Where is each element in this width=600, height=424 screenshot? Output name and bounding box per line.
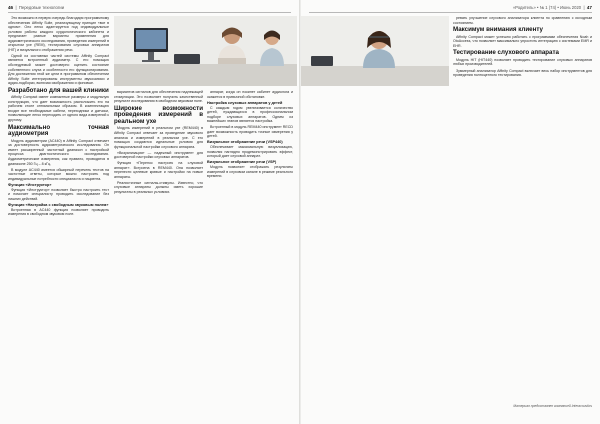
right-page [301, 0, 600, 424]
paragraph: Встроенный в модуль REM440 инструмент RECD дает возможность проводить точные измерения у детей. [207, 125, 293, 139]
left-page-header: 46 | Передовые технологии [8, 5, 65, 10]
sub-heading: Визуальное отображение речи (VSP) [207, 160, 277, 165]
sub-heading: Функция «Инструктор» [8, 182, 52, 187]
left-page-number: 46 [8, 5, 14, 10]
section-heading: Тестирование слухового аппарата [453, 49, 559, 57]
paragraph: Реалистичные сигналы-стимулы. Известно, что слуховые аппараты должны иметь хорошие результаты в реальных условиях. [114, 180, 203, 195]
sub-heading: Визуальное отображение речи (VSP440) [207, 140, 283, 145]
right-page-header: «Родитель» • № 1 (74) • Июнь 2020 | 47 [512, 5, 592, 10]
paragraph: Модуль измерений в реальном ухе (REM440) в Affinity Compact отвечает за проведение звукового анализа и измерений в реальном ухе. С его помощью создаются идеальные условия для функциональной настройки слухового аппарата. [114, 126, 203, 149]
issue-label: «Родитель» • № 1 (74) • Июнь 2020 [512, 5, 582, 10]
paragraph: С каждым годом увеличивается количество детей, нуждающихся в профессиональном подборе слуховых аппаратов. Одним из важнейших этапов является настройка. [207, 105, 293, 124]
paragraph: В модуле AC440 имеется обширный перечень тестов на частотные ответы, которые можно настроить под индивидуальные потребности специалиста и пациента. [8, 167, 109, 181]
article-signature: Материал предоставлен компанией Interacoustics [513, 404, 592, 408]
paragraph: Функция «Перенос настроек на слуховой аппарат». Встроена в REM440. Она позволяет перенести целевые кривые и настройки на новые аппараты. [114, 161, 203, 179]
right-page-number: 47 [586, 5, 592, 10]
section-heading: Максимально точная аудиометрия [8, 123, 109, 138]
section-heading: Разработано для вашей клиники [8, 86, 109, 94]
paragraph: Это возможно в первую очередь благодаря программному обеспечению Affinity Suite, реализующему принцип «все в одном». Оно легко адаптируется под индивидуальные условия работы каждого сурдологического кабинета и предлагает разные варианты применения для аудиометрического исследования, проведения измерений в открытом ухе (REM), тестирования слуховых аппаратов (HIT) и визуального отображения речи. [8, 16, 109, 52]
section-heading: Максимум внимания клиенту [453, 26, 543, 34]
paragraph: Модуль позволяет отображать результаты измерений в слуховом канале в режиме реального времени. [207, 165, 293, 179]
header-rule [8, 12, 291, 13]
left-column-2 [114, 90, 203, 196]
clinic-photo [114, 16, 297, 86]
paragraph: Affinity Compact имеет компактные размеры и модульную конструкцию, что дает возможность расположить его на рабочем столе оптимальным образом. В комплектацию входят все необходимые кабели, переходники и датчики, позволяющие легко переходить от одного вида измерений к другому. [8, 95, 109, 123]
right-column [453, 16, 592, 79]
paragraph: Модуль HIT (HIT440) позволяет проводить тестирование слуховых аппаратов любых производителей. [453, 57, 592, 67]
paragraph: ревать улучшение слухового анализатора клиента по сравнению с исходным состоянием. [453, 16, 592, 25]
paragraph: Функция «Инструктор» позволяет быстро настроить тест и помогает специалисту проводить исследование без лишних действий. [8, 187, 109, 201]
patient-photo [301, 16, 449, 86]
paragraph: Одной из составных частей системы Affinity Compact является встроенный аудиометр. С его помощью обследуемый может достоверно оценить состояние собственного слуха и особенности его функционирования. Для достижения этой же цели в программном обеспечении Affinity Suite интегрированы инструменты звукозаписи и аудио-подборки, включая изображения и фоновые. [8, 53, 109, 86]
sub-heading: Настройка слуховых аппаратов у детей [207, 100, 283, 105]
paragraph: Зуммерный анализатор Affinity Compact включает весь набор инструментов для проведения полноценного тестирования. [453, 68, 592, 78]
photo-illustration [301, 16, 449, 86]
paragraph: «Визуализация» — надежный инструмент для достоверной настройки слуховых аппаратов. [114, 150, 203, 160]
photo-illustration [114, 16, 297, 86]
left-column-1 [8, 16, 109, 218]
paragraph: Встроенная в AC440 функция позволяет проводить измерения в свободном звуковом поле. [8, 207, 109, 217]
section-heading: Широкие возможности проведения измерений в реальном ухе [114, 104, 203, 125]
paragraph: аппарат, когда он покинет кабинет аудиолога и окажется в привычной обстановке. [207, 90, 293, 99]
paragraph: Обеспечивает максимальную визуализацию, позволяя наглядно продемонстрировать эффект, который дает слуховой аппарат. [207, 145, 293, 159]
sub-heading: Функция «Настройка с свободным звуковым полем» [8, 202, 109, 207]
paragraph: вариантов сигналов для обеспечения надлежащей стимуляции. Это позволяет получить качественный результат исследования в свободном звуковом поле. [114, 90, 203, 104]
left-page [0, 0, 299, 424]
section-title: Передовые технологии [18, 5, 65, 10]
paragraph: Affinity Compact может успешно работать с программами обеспечения Noah и OtoAccess, что позволяет максимально упростить интеграцию с системами EMR и EHR. [453, 34, 592, 48]
paragraph: Модуль аудиометрии (AC440) в Affinity Compact отвечает за достоверность аудиометрического исследования. Он имеет расширенный частотный диапазон с настройкой процесса диагностического исследования. Аудиометрические измерения, как правило, проводятся в диапазоне 250 Гц – 8 кГц. [8, 138, 109, 166]
header-rule [309, 12, 592, 13]
left-column-3 [207, 90, 293, 180]
